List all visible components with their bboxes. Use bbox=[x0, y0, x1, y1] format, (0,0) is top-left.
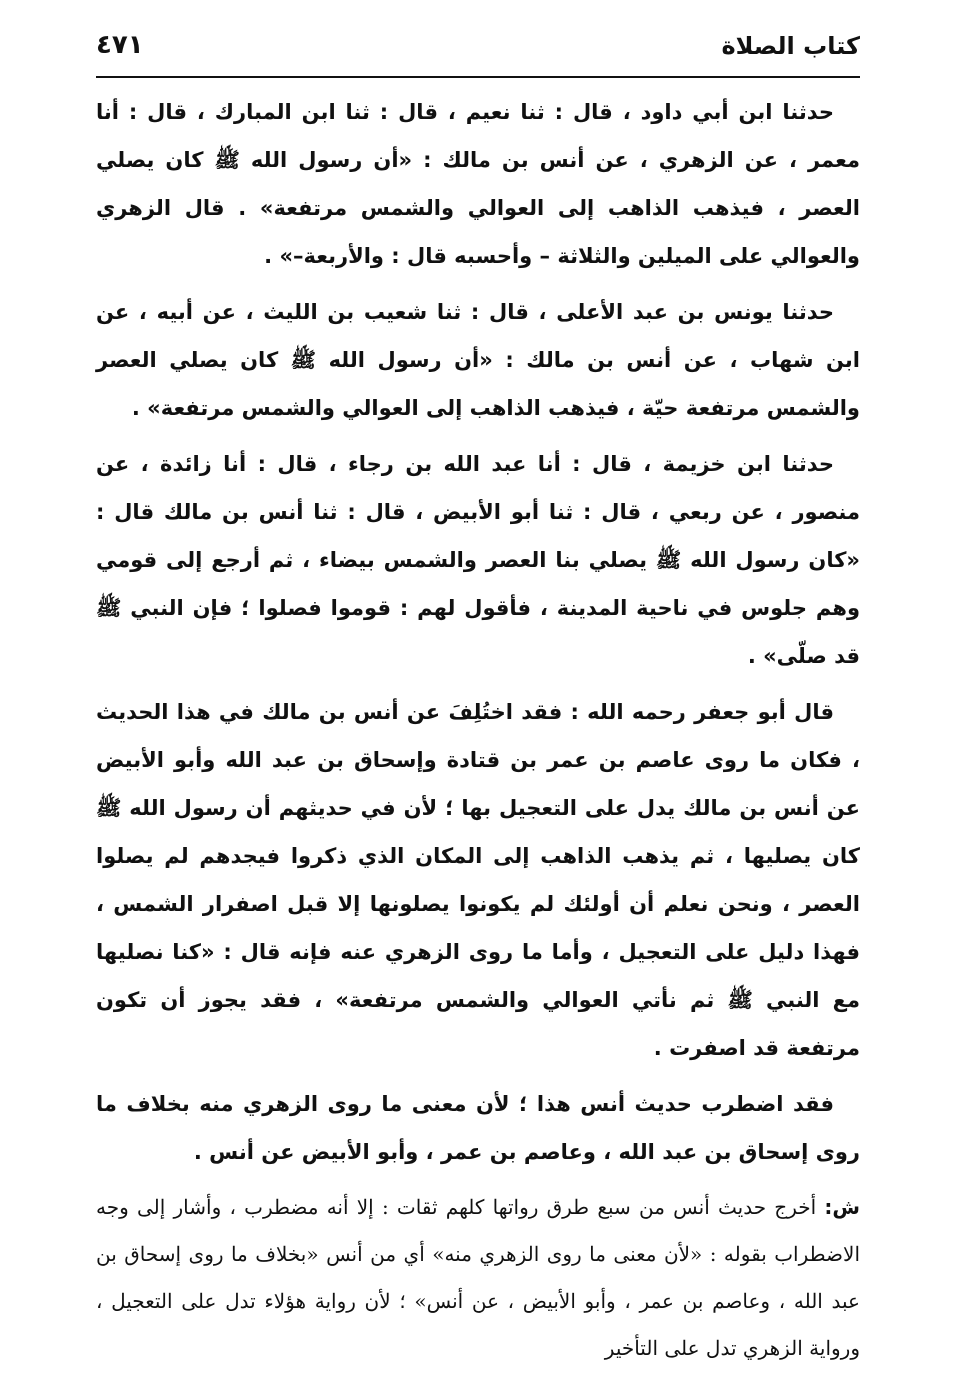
page-number: ٤٧١ bbox=[96, 30, 144, 60]
author-remark-paragraph: قال أبو جعفر رحمه الله : فقد اختُلِفَ عن أنس بن مالك في هذا الحديث ، فكان ما روى عاصم بن عمر بن قتادة وإسحاق بن عبد الله وأبو الأبيض عن أنس بن مالك يدل على التعجيل بها ؛ لأن في حديثهم أن رسول الله ﷺ كان يصليها ، ثم يذهب الذاهب إلى المكان الذي ذكروا فيجدهم لم يصلوا العصر ، ونحن نعلم أن أولئك لم يكونوا يصلونها إلا قبل اصفرار الشمس ، فهذا دليل على التعجيل ، وأما ما روى الزهري عنه فإنه قال : «كنا نصليها مع النبي ﷺ ثم نأتي العوالي والشمس مرتفعة» ، فقد يجوز أن تكون مرتفعة قد اصفرت . bbox=[96, 700, 860, 1060]
conclusion-paragraph: فقد اضطرب حديث أنس هذا ؛ لأن معنى ما روى الزهري منه بخلاف ما روى إسحاق بن عبد الله ، وعاصم بن عمر ، وأبو الأبيض عن أنس . bbox=[96, 1092, 860, 1164]
commentary-label: ش: bbox=[824, 1195, 860, 1219]
header-divider bbox=[96, 76, 860, 78]
hadith-paragraph-3: حدثنا ابن خزيمة ، قال : أنا عبد الله بن رجاء ، قال : أنا زائدة ، عن منصور ، عن ربعي ، قال : ثنا أبو الأبيض ، قال : ثنا أنس بن مالك قال : «كان رسول الله ﷺ يصلي بنا العصر والشمس بيضاء ، ثم أرجع إلى قومي وهم جلوس في ناحية المدينة ، فأقول لهم : قوموا فصلوا ؛ فإن النبي ﷺ قد صلّى» . bbox=[96, 452, 860, 668]
chapter-title: كتاب الصلاة bbox=[721, 32, 860, 60]
page-header bbox=[96, 20, 860, 70]
hadith-paragraph-2: حدثنا يونس بن عبد الأعلى ، قال : ثنا شعيب بن الليث ، عن أبيه ، عن ابن شهاب ، عن أنس بن مالك : «أن رسول الله ﷺ كان يصلي العصر والشمس مرتفعة حيّة ، فيذهب الذاهب إلى العوالي والشمس مرتفعة» . bbox=[96, 300, 860, 420]
commentary-text: أخرج حديث أنس من سبع طرق رواتها كلهم ثقات : إلا أنه مضطرب ، وأشار إلى وجه الاضطراب بقوله : «لأن معنى ما روى الزهري منه» أي من أنس «بخلاف ما روى إسحاق بن عبد الله ، وعاصم بن عمر ، وأبو الأبيض ، عن أنس» ؛ لأن رواية هؤلاء تدل على التعجيل ، ورواية الزهري تدل على التأخير bbox=[96, 1195, 860, 1360]
hadith-paragraph-1: حدثنا ابن أبي داود ، قال : ثنا نعيم ، قال : ثنا ابن المبارك ، قال : أنا معمر ، عن الزهري ، عن أنس بن مالك : «أن رسول الله ﷺ كان يصلي العصر ، فيذهب الذاهب إلى العوالي والشمس مرتفعة» . قال الزهري والعوالي على الميلين والثلاثة – وأحسبه قال : والأربعة–» . bbox=[96, 100, 860, 268]
commentary-paragraph bbox=[96, 1184, 860, 1372]
page-body bbox=[96, 88, 860, 1372]
